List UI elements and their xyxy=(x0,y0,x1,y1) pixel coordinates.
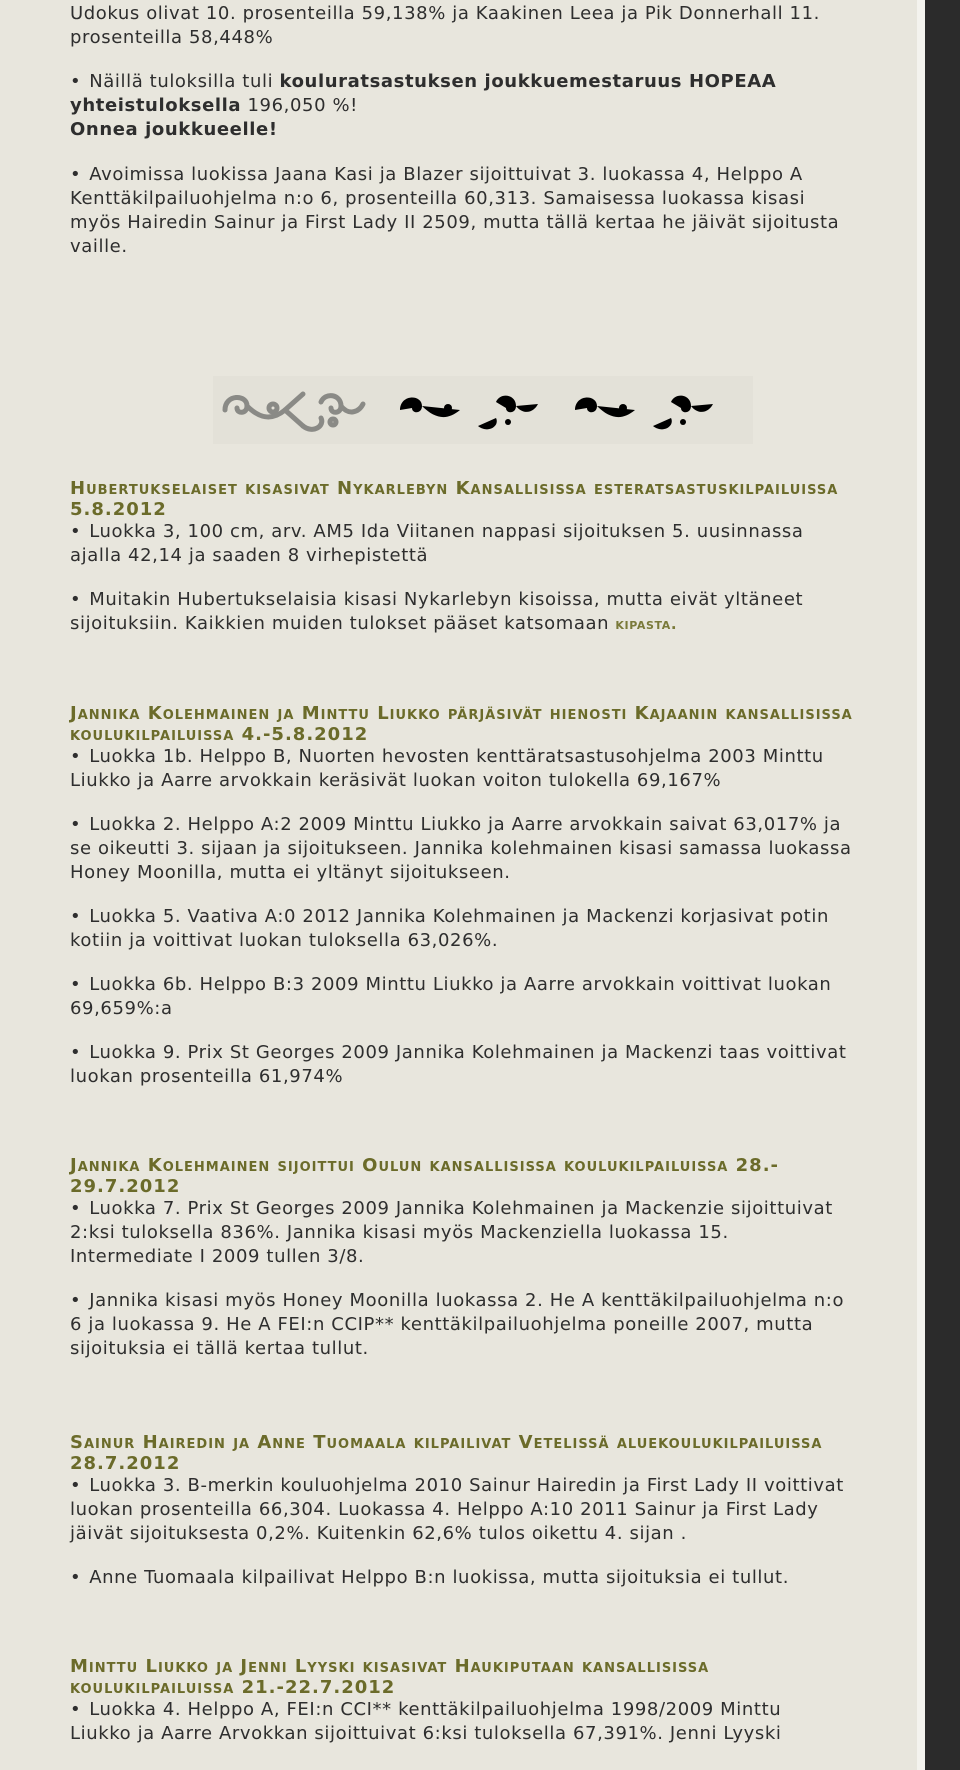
section-heading: Sainur Hairedin ja Anne Tuomaala kilpailivat Vetelissä aluekoulukilpailuissa 28.7.2012 xyxy=(70,1432,823,1474)
list-item: • Luokka 4. Helppo A, FEI:n CCI** kenttäkilpailuohjelma 1998/2009 Minttu Liukko ja Aarre Arvokkan sijoittuivat 6:ksi tuloksella 67,391%. Jenni Lyyski xyxy=(70,1698,905,1746)
list-item: • Luokka 7. Prix St Georges 2009 Jannika Kolehmainen ja Mackenzie sijoittuivat 2:ksi tuloksella 836%. Jannika kisasi myös Mackenziella luokassa 15. Intermediate I 2009 tullen 3/8. xyxy=(70,1197,905,1269)
list-item: • Luokka 2. Helppo A:2 2009 Minttu Liukko ja Aarre arvokkain saivat 63,017% ja se oikeutti 3. sijaan ja sijoitukseen. Jannika kolehmainen kisasi samassa luokassa Honey Moonilla, mutta ei yltänyt sijoitukseen. xyxy=(70,813,905,885)
section-heading: Jannika Kolehmainen ja Minttu Liukko pärjäsivät hienosti Kajaanin kansallisissa koulukilpailuissa 4.-5.8.2012 xyxy=(70,703,853,745)
paragraph-results xyxy=(70,2,820,50)
list-item: • Luokka 9. Prix St Georges 2009 Jannika Kolehmainen ja Mackenzi taas voittivat luokan prosenteilla 61,974% xyxy=(70,1041,905,1089)
list-item: • Luokka 1b. Helppo B, Nuorten hevosten kenttäratsastusohjelma 2003 Minttu Liukko ja Aarre arvokkain keräsivät luokan voiton tulokella 69,167% xyxy=(70,745,905,793)
list-item: • Luokka 5. Vaativa A:0 2012 Jannika Kolehmainen ja Mackenzi korjasivat potin kotiin ja voittivat luokan tuloksella 63,026%. xyxy=(70,905,905,953)
text-line: • Avoimissa luokissa Jaana Kasi ja Blazer sijoittuivat 3. luokassa 4, Helppo A xyxy=(70,164,803,185)
list-item: • Anne Tuomaala kilpailivat Helppo B:n luokissa, mutta sijoituksia ei tullut. xyxy=(70,1566,905,1590)
section-heading: Hubertukselaiset kisasivat Nykarlebyn Kansallisissa esteratsastuskilpailuissa 5.8.2012 xyxy=(70,478,839,520)
list-item: • Muitakin Hubertukselaisia kisasi Nykarlebyn kisoissa, mutta eivät yltäneet sijoituksiin. Kaikkien muiden tulokset pääset katsomaan kipasta. xyxy=(70,588,905,636)
congrats-text: Onnea joukkueelle! xyxy=(70,119,278,140)
section-oulu xyxy=(70,1155,905,1361)
page-edge xyxy=(917,0,925,1770)
bold-text: yhteistuloksella xyxy=(70,95,242,116)
text-line: Udokus olivat 10. prosenteilla 59,138% ja Kaakinen Leea ja Pik Donnerhall 11. xyxy=(70,3,820,24)
paragraph-open-classes: • Avoimissa luokissa Jaana Kasi ja Blazer sijoittuivat 3. luokassa 4, Helppo A Kenttäkilpailuohjelma n:o 6, prosenteilla 60,313. Samaisessa luokassa kisasi myös Hairedin Sainur ja First Lady II 2509, mutta tällä kertaa he jäivät sijoitusta vaille. xyxy=(70,163,839,259)
ornament-divider xyxy=(213,376,753,444)
section-kajaani xyxy=(70,703,905,1089)
list-item: • Luokka 6b. Helppo B:3 2009 Minttu Liukko ja Aarre arvokkain voittivat luokan 69,659%:a xyxy=(70,973,905,1021)
kipasta-link[interactable]: kipasta xyxy=(615,615,671,633)
section-heading: Minttu Liukko ja Jenni Lyyski kisasivat Haukiputaan kansallisissa koulukilpailuissa 21.-22.7.2012 xyxy=(70,1656,710,1698)
list-item: • Jannika kisasi myös Honey Moonilla luokassa 2. He A kenttäkilpailuohjelma n:o 6 ja luokassa 9. He A FEI:n CCIP** kenttäkilpailuohjelma poneille 2007, mutta sijoituksia ei tällä kertaa tullut. xyxy=(70,1289,905,1361)
section-heading: Jannika Kolehmainen sijoittui Oulun kansallisissa koulukilpailuissa 28.- 29.7.2012 xyxy=(70,1155,779,1197)
list-item: • Luokka 3, 100 cm, arv. AM5 Ida Viitanen nappasi sijoituksen 5. uusinnassa ajalla 42,14 ja saaden 8 virhepistettä xyxy=(70,520,905,568)
section-haukipudas xyxy=(70,1656,905,1746)
section-veteli xyxy=(70,1432,905,1590)
section-nykarleby xyxy=(70,478,905,636)
text-line: prosenteilla 58,448% xyxy=(70,27,274,48)
list-item: • Luokka 3. B-merkin kouluohjelma 2010 Sainur Hairedin ja First Lady II voittivat luokan prosenteilla 66,304. Luokassa 4. Helppo A:10 2011 Sainur ja First Lady jäivät sijoituksesta 0,2%. Kuitenkin 62,6% tulos oikettu 4. sijan . xyxy=(70,1474,905,1546)
bullet-text: • Näillä tuloksilla tuli kouluratsastuksen joukkuemestaruus HOPEAA xyxy=(70,71,776,92)
paragraph-team-silver: • Näillä tuloksilla tuli kouluratsastuksen joukkuemestaruus HOPEAA yhteistuloksella 196,050 %! Onnea joukkueelle! xyxy=(70,70,776,142)
